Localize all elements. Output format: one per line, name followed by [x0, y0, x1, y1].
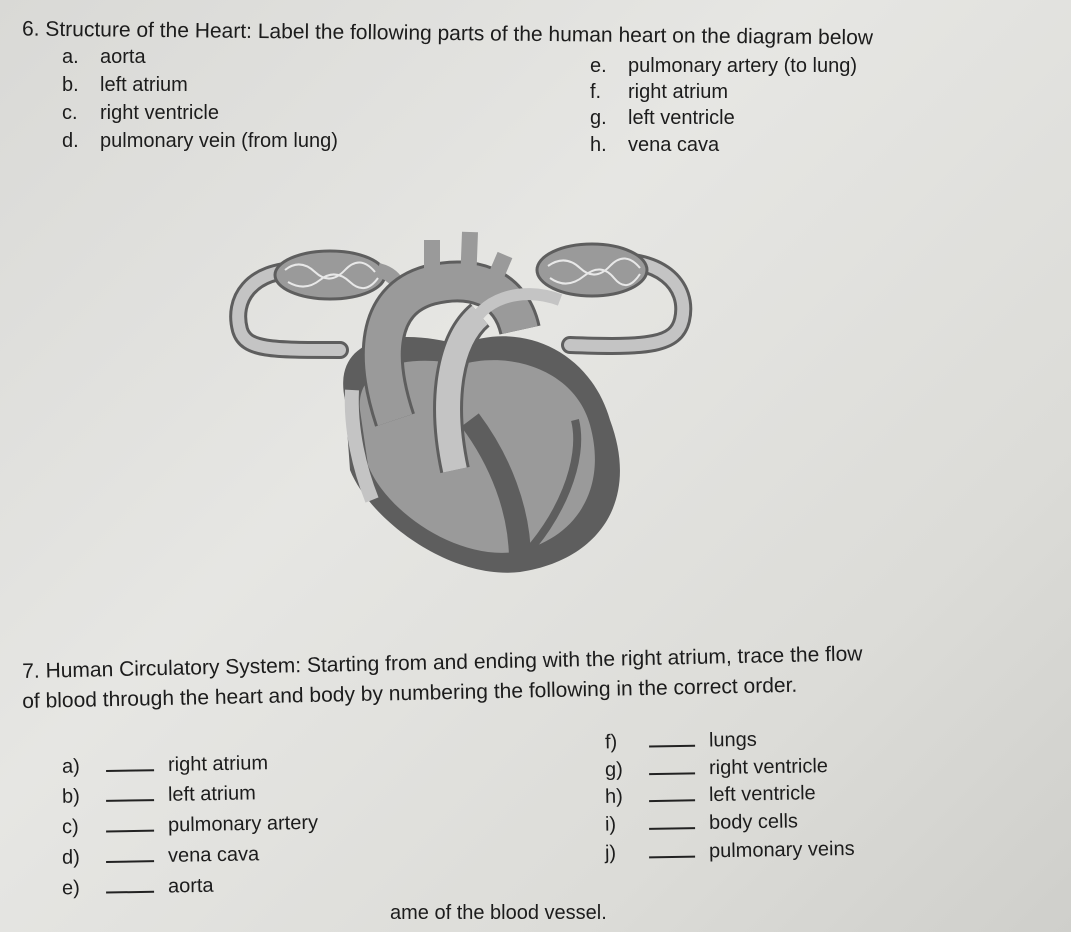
answer-blank[interactable] — [106, 785, 154, 802]
list-item: b. left atrium — [62, 74, 188, 96]
list-item: h. vena cava — [590, 134, 720, 156]
answer-blank[interactable] — [649, 731, 695, 748]
answer-blank[interactable] — [106, 816, 154, 833]
list-item: d. pulmonary vein (from lung) — [62, 130, 338, 152]
answer-blank[interactable] — [106, 846, 154, 863]
list-item: c. right ventricle — [62, 102, 219, 124]
list-item: g. left ventricle — [590, 107, 735, 129]
list-item: e) aorta — [61, 874, 214, 900]
list-item: g) right ventricle — [604, 755, 829, 781]
cut-off-footer-text: ame of the blood vessel. — [390, 902, 607, 924]
answer-blank[interactable] — [106, 877, 154, 894]
q6-title: 6. Structure of the Heart: Label the following parts of the human heart on the diagram below — [21, 17, 874, 50]
list-item: i) body cells — [604, 810, 799, 836]
list-item: f. right atrium — [590, 81, 729, 103]
list-item: b) left atrium — [61, 782, 256, 808]
q7-title-line-1: 7. Human Circulatory System: Starting from and ending with the right atrium, trace the flow — [22, 642, 863, 683]
q7-title-line-2: of blood through the heart and body by numbering the following in the correct order. — [22, 673, 798, 713]
list-item: e. pulmonary artery (to lung) — [590, 55, 857, 77]
list-item: j) pulmonary veins — [604, 837, 855, 865]
answer-blank[interactable] — [649, 842, 695, 859]
list-item: a) right atrium — [61, 752, 269, 778]
answer-blank[interactable] — [106, 755, 154, 772]
list-item: c) pulmonary artery — [61, 811, 319, 839]
list-item: h) left ventricle — [604, 782, 816, 808]
answer-blank[interactable] — [649, 758, 695, 775]
list-item: f) lungs — [604, 728, 757, 754]
answer-blank[interactable] — [649, 813, 695, 830]
list-item: d) vena cava — [61, 843, 260, 869]
answer-blank[interactable] — [649, 785, 695, 802]
list-item: a. aorta — [62, 46, 146, 68]
